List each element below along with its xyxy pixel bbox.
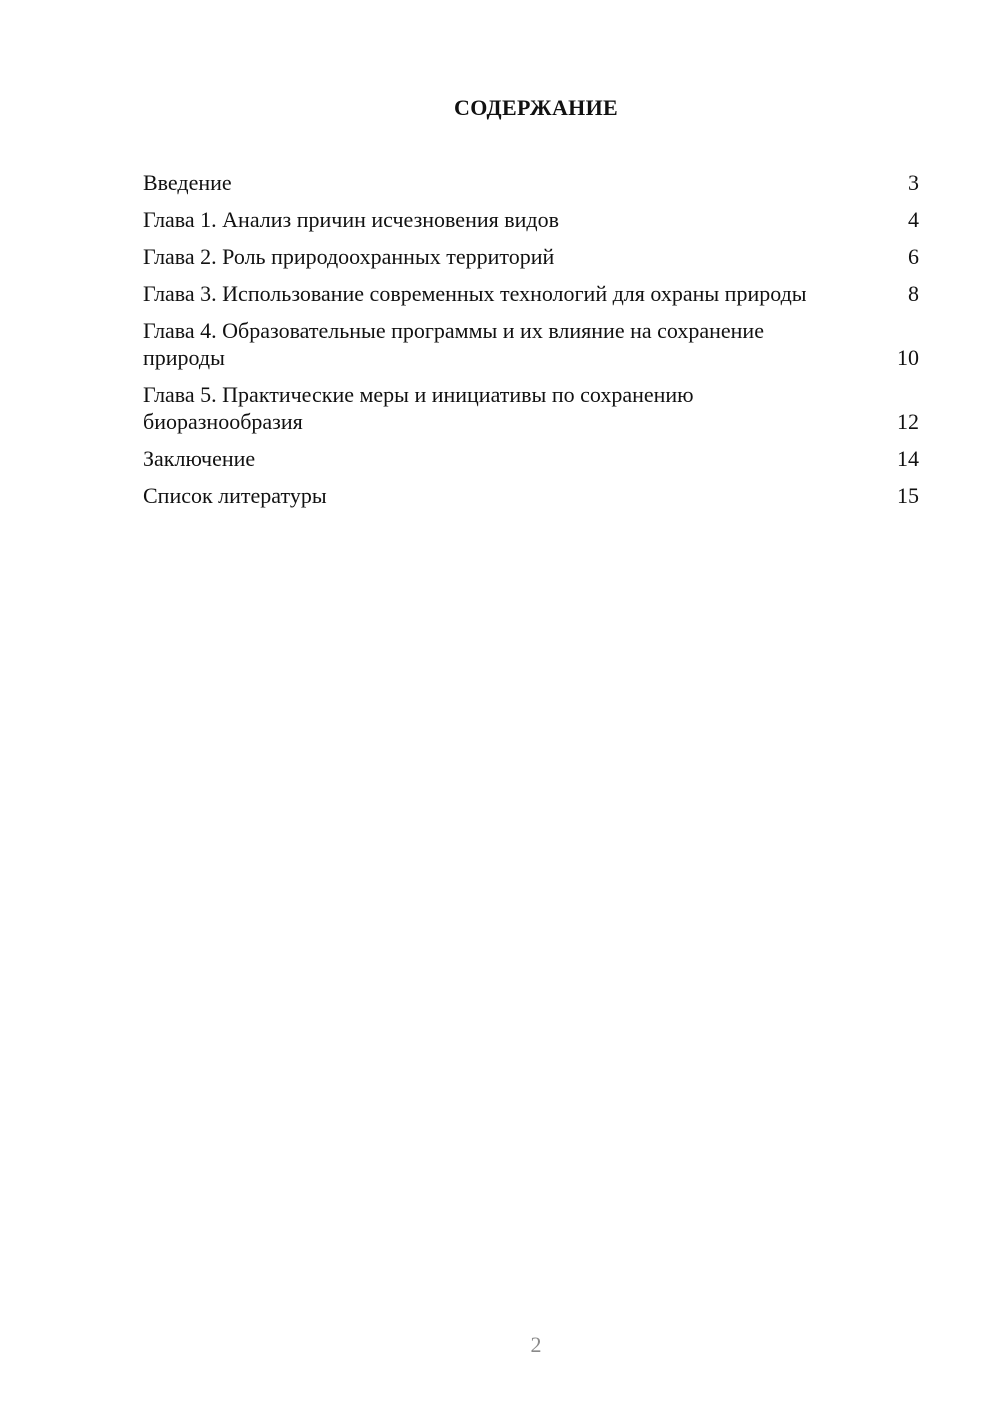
toc-entry-page: 12	[897, 409, 919, 434]
toc-entry-page: 15	[897, 483, 919, 508]
toc-entry-chapter-2	[143, 243, 919, 270]
toc-entry-page: 8	[908, 281, 919, 306]
toc-entry-bibliography	[143, 482, 919, 509]
toc-entry-text: Глава 1. Анализ причин исчезновения видов	[143, 207, 559, 232]
page-number: 2	[530, 1332, 542, 1357]
toc-entry-chapter-3	[143, 280, 919, 307]
toc-entry-page: 14	[897, 446, 919, 471]
toc-entry-text: Введение	[143, 170, 232, 195]
toc-entry-chapter-5	[143, 381, 919, 435]
toc-entry-text: Глава 4. Образовательные программы и их влияние на сохранение природы	[143, 318, 764, 370]
toc-entry-text: Заключение	[143, 446, 256, 471]
toc-entry-chapter-1	[143, 206, 919, 233]
toc-entry-text: Глава 5. Практические меры и инициативы по сохранению биоразнообразия	[143, 382, 694, 434]
toc-entry-chapter-4	[143, 317, 919, 371]
toc-entry-page: 10	[897, 345, 919, 370]
toc-entry-text: Глава 2. Роль природоохранных территорий	[143, 244, 555, 269]
toc-list	[143, 169, 919, 519]
toc-entry-page: 4	[908, 207, 919, 232]
toc-entry-introduction	[143, 169, 919, 196]
toc-entry-page: 3	[908, 170, 919, 195]
toc-entry-text: Глава 3. Использование современных технологий для охраны природы	[143, 281, 807, 306]
toc-entry-page: 6	[908, 244, 919, 269]
toc-entry-text: Список литературы	[143, 483, 327, 508]
toc-entry-conclusion	[143, 445, 919, 472]
toc-title: СОДЕРЖАНИЕ	[454, 95, 618, 120]
